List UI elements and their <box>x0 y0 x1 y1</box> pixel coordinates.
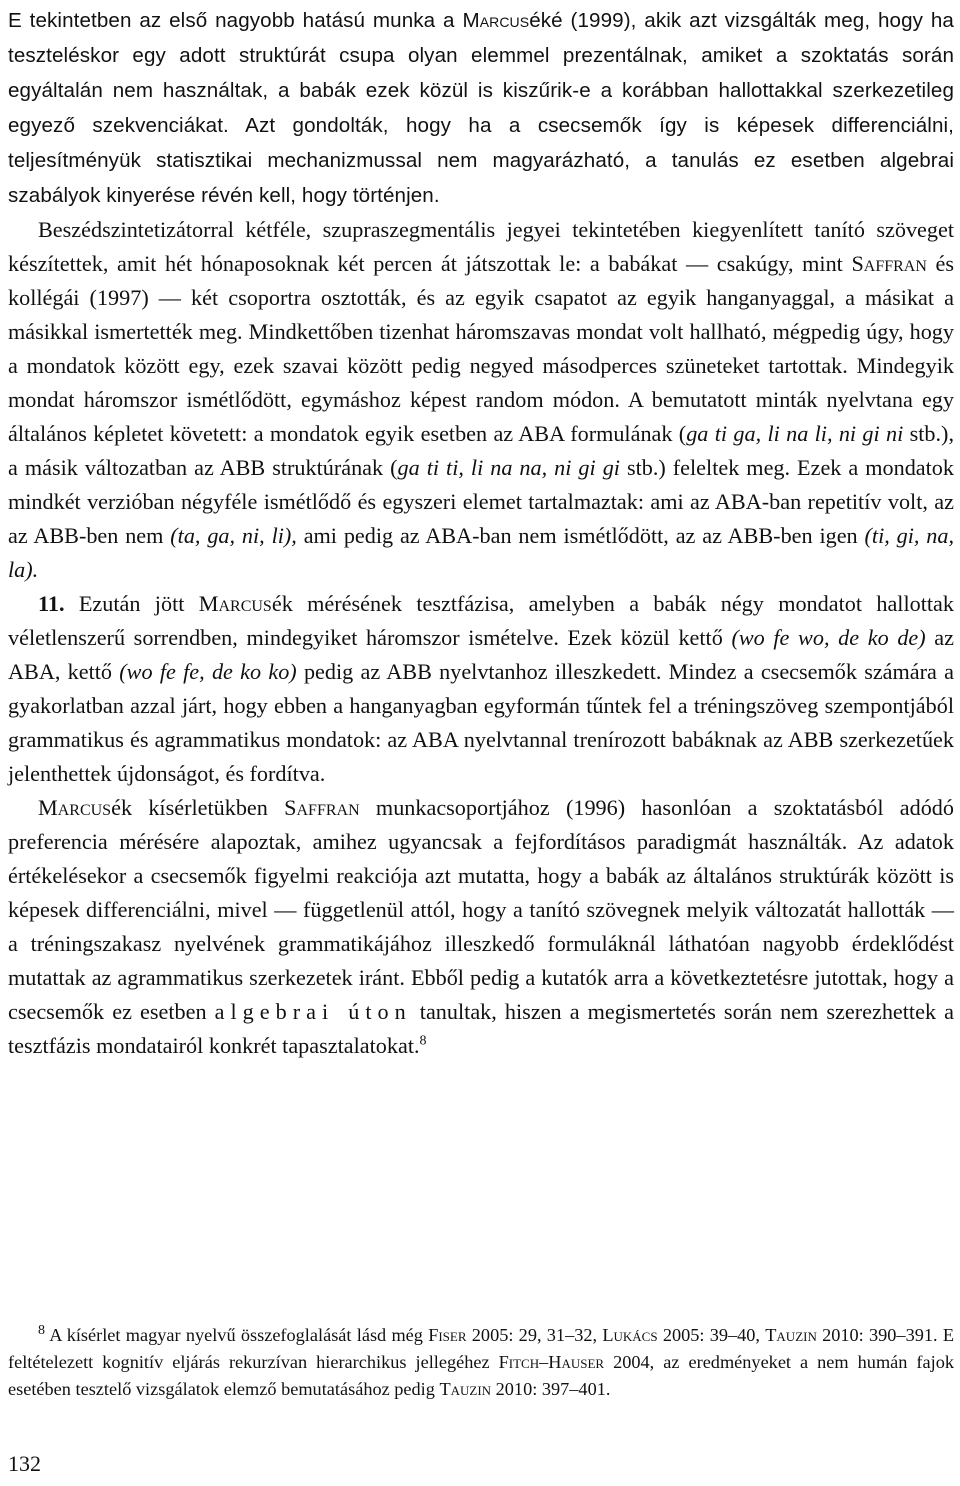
example-abb: ga ti ti, li na na, ni gi gi <box>397 455 620 480</box>
author-saffran: Saffran <box>284 795 360 820</box>
test-example-abb: (wo fe fe, de ko ko) <box>119 659 297 684</box>
author-fiser: Fiser <box>428 1325 467 1345</box>
test-example-aba: (wo fe wo, de ko de) <box>731 625 926 650</box>
page-number: 132 <box>8 1451 41 1476</box>
spaced-emphasis: algebrai úton <box>214 999 412 1024</box>
paragraph-1: E tekintetben az első nagyobb hatású munka a Marcuséké (1999), akik azt vizsgálták meg, hogy ha teszteléskor egy adott struktúrát csupa olyan elemmel prezentálnak, amiket a szoktatás során egyáltalán nem használtak, a babák ezek közül is kiszűrik-e a korábban hallottakkal szerkezetileg egyező szekvenciákat. Azt gondolták, hogy ha a csecsemők így is képesek differenciálni, teljesítményük statisztikai mechanizmussal nem magyarázható, a tanulás ez esetben algebrai szabályok kinyerése révén kell, hogy történjen. <box>8 9 954 207</box>
body-text <box>8 3 954 1063</box>
paragraph-4: Marcusék kísérletükben Saffran munkacsoportjához (1996) hasonlóan a szoktatásból adódó preferencia mérésére alapoztak, amihez ugyancsak a fejfordításos paradigmát használták. Az adatok értékelésekor a csecsemők figyelmi reakciója azt mutatta, hogy a babák az általános struktúrák között is képesek differenciálni, mivel — függetlenül attól, hogy a tanító szövegnek melyik változatát hallották — a tréningszakasz nyelvének grammatikájához illeszkedő formuláknál láthatóan nagyobb érdeklődést mutattak az agrammatikus szerkezetek iránt. Ebből pedig a kutatók arra a következtetésre jutottak, hogy a csecsemők ez esetben algebrai úton tanultak, hiszen a megismertetés során nem szerezhettek a tesztfázis mondatairól konkrét tapasztalatokat.$^8$ <box>8 795 954 1058</box>
footnote-8: $^8$ A kísérlet magyar nyelvű összefoglalását lásd még Fiser 2005: 29, 31–32, Lukács 2005: 39–40, Tauzin 2010: 390–391. E feltételezett kognitív eljárás rekurzívan hierarchikus jellegéhez Fitch–Hauser 2004, az eredményeket a nem humán fajok esetében tesztelő vizsgálatok elemző bemutatásához pedig Tauzin 2010: 397–401. <box>8 1322 954 1399</box>
footnote-marker: 8 <box>38 1322 45 1338</box>
author-tauzin: Tauzin <box>439 1379 492 1399</box>
author-marcus: Marcus <box>462 9 530 32</box>
footnote <box>8 1322 954 1403</box>
paragraph-3: 11. Ezután jött Marcusék mérésének tesztfázisa, amelyben a babák négy mondatot hallottak véletlenszerű sorrendben, mindegyiket háromszor ismételve. Ezek közül kettő (wo fe wo, de ko de) az ABA, kettő (wo fe fe, de ko ko) pedig az ABB nyelvtanhoz illeszkedett. Mindez a csecsemők számára a gyakorlatban azzal járt, hogy ebben a hanganyagban egyformán tűntek fel a tréningszöveg szempontjából grammatikus és agrammatikus mondatok: az ABA nyelvtannal trenírozott babáknak az ABB szerkezetűek jelenthettek újdonságot, és fordítva. <box>8 591 954 786</box>
example-nonrepeating: (ti, gi, na, la). <box>8 523 955 582</box>
author-marcus: Marcus <box>198 591 272 616</box>
author-saffran: Saffran <box>851 251 927 276</box>
section-number: 11. <box>38 591 65 616</box>
footnote-reference[interactable]: 8 <box>419 1033 427 1049</box>
example-aba: ga ti ga, li na li, ni gi ni <box>686 421 904 446</box>
author-tauzin: Tauzin <box>765 1325 817 1345</box>
example-repeating: (ta, ga, ni, li), <box>170 523 297 548</box>
author-fitch: Fitch <box>498 1352 540 1372</box>
author-marcus: Marcus <box>38 795 112 820</box>
author-lukacs: Lukács <box>602 1325 658 1345</box>
author-hauser: Hauser <box>548 1352 605 1372</box>
paragraph-2: Beszédszintetizátorral kétféle, szupraszegmentális jegyei tekintetében kiegyenlített tanító szöveget készítettek, amit hét hónaposoknak két percen át játszottak le: a babákat — csakúgy, mint Saffran és kollégái (1997) — két csoportra osztották, és az egyik csapatot az egyik hanganyaggal, a másikat a másikkal ismertették meg. Mindkettőben tizenhat háromszavas mondat volt hallható, mégpedig úgy, hogy a mondatok között egy, ezek szavai között pedig negyed másodperces szüneteket tartottak. Mindegyik mondat háromszor ismétlődött, egymáshoz képest random módon. A bemutatott minták nyelvtana egy általános képletet követett: a mondatok egyik esetben az ABA formulának (ga ti ga, li na li, ni gi ni stb.), a másik változatban az ABB struktúrának (ga ti ti, li na na, ni gi gi stb.) feleltek meg. Ezek a mondatok mindkét verzióban négyféle ismétlődő és egyszeri elemet tartalmaztak: ami az ABA-ban repetitív volt, az az ABB-ben nem (ta, ga, ni, li), ami pedig az ABA-ban nem ismétlődött, az az ABB-ben igen (ti, gi, na, la). <box>8 217 955 582</box>
